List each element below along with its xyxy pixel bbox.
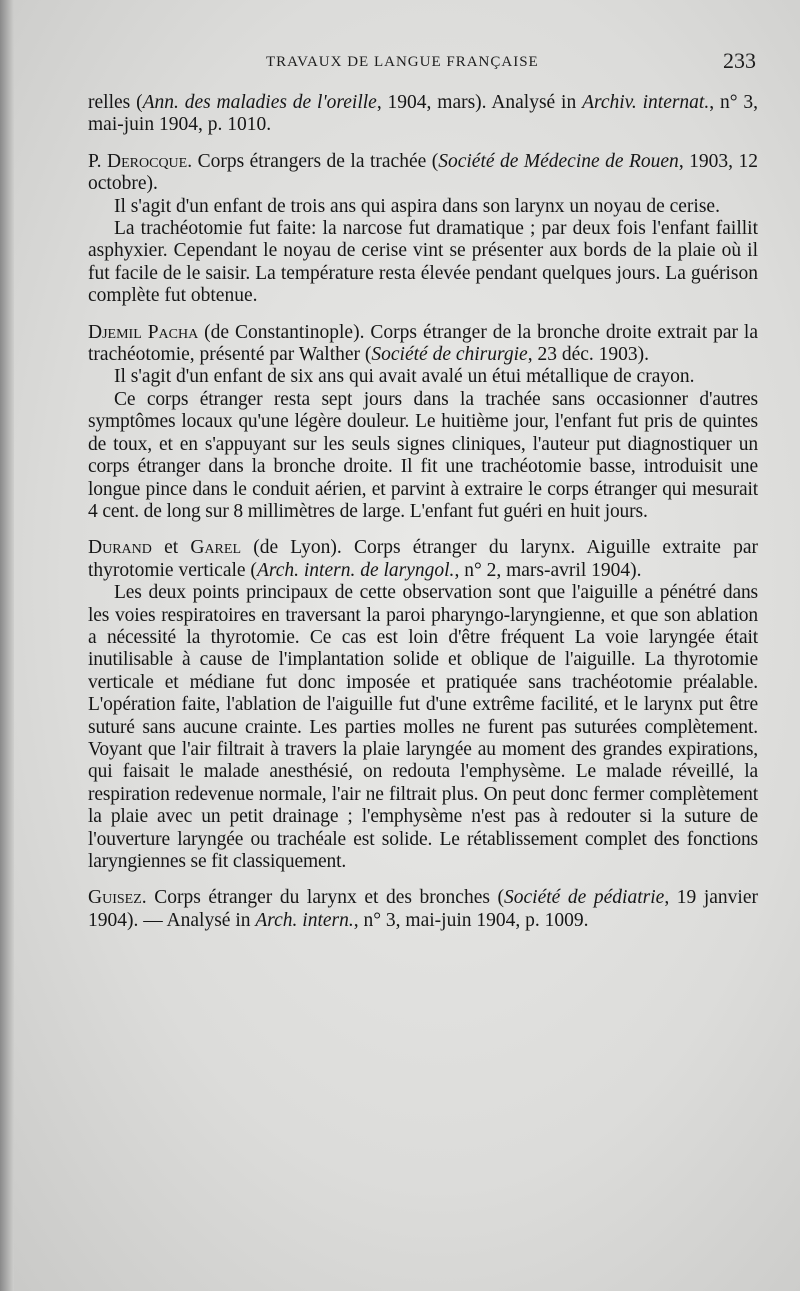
author-name: Durand <box>88 537 152 559</box>
paragraph: Il s'agit d'un enfant de trois ans qui aspira dans son larynx un noyau de cerise. <box>114 195 720 217</box>
paragraph: Les deux points principaux de cette observation sont que l'aiguille a pénétré dans les voies respiratoires en traversant la paroi pharyngo-laryngienne, et que son ablation a nécessité la thyrotomie. Ce cas est loin d'être fréquent La voie laryngée était inutilisable à cause de l'implantation solide et oblique de l'aiguille. La thyrotomie verticale et médiane fut donc imposée et pratiquée sans trachéotomie préalable. L'opération faite, l'ablation de l'aiguille fut d'une extrême facilité, et le larynx put être suturé sans aucune crainte. Les parties molles ne furent pas suturées complètement. Voyant que l'air filtrait à travers la plaie laryngée au moment des grandes expirations, qui faisait le malade anesthésié, on redouta l'emphysème. Le malade réveillé, la respiration redevenue normale, l'air ne filtrait plus. On peut donc fermer complètement la plaie avec un petit drainage ; l'emphysème n'est pas à redouter si la suture de l'ouverture laryngée ou trachéale est solide. Le rétablissement complet des fonctions laryngiennes se fit classiquement. <box>88 582 758 872</box>
paragraph: La trachéotomie fut faite: la narcose fut dramatique ; par deux fois l'enfant faillit asphyxier. Cependant le noyau de cerise vint se présenter aux bords de la plaie où il fut facile de le saisir. La température resta élevée pendant quelques jours. La guérison complète fut obtenue. <box>88 218 758 307</box>
paragraph-reference-continued: relles (Ann. des maladies de l'oreille, 1904, mars). Analysé in Archiv. internat., n° 3, mai-juin 1904, p. 1010. <box>88 92 758 136</box>
entry-derocque: P. Derocque. Corps étrangers de la trachée (Société de Médecine de Rouen, 1903, 12 octobre). <box>88 150 758 195</box>
body-text <box>88 92 758 932</box>
author-name: P. Derocque. <box>88 150 193 172</box>
page-header <box>88 48 760 78</box>
paragraph: Ce corps étranger resta sept jours dans la trachée sans occasionner d'autres symptômes locaux qu'une légère douleur. Le huitième jour, l'enfant fut pris de quintes de toux, et en s'appuyant sur les seuls signes cliniques, l'auteur put diagnostiquer un corps étranger dans la bronche droite. Il fit une trachéotomie basse, introduisit une longue pince dans le conduit aérien, et parvint à extraire le corps étranger qui mesurait 4 cent. de long sur 8 millimètres de large. L'enfant fut guéri en huit jours. <box>88 388 758 522</box>
entry-guisez: Guisez. Corps étranger du larynx et des bronches (Société de pédiatrie, 19 janvier 1904). — Analysé in Arch. intern., n° 3, mai-juin 1904, p. 1009. <box>88 887 758 931</box>
entry-durand-garel: Durand et Garel (de Lyon). Corps étranger du larynx. Aiguille extraite par thyrotomie verticale (Arch. intern. de laryngol., n° 2, mars-avril 1904). <box>88 537 758 581</box>
author-name: Djemil Pacha <box>88 321 199 343</box>
page-gutter-shadow <box>0 0 14 1291</box>
author-name: Guisez. <box>88 887 147 909</box>
entry-djemil-pacha: Djemil Pacha (de Constantinople). Corps étranger de la bronche droite extrait par la trachéotomie, présenté par Walther (Société de chirurgie, 23 déc. 1903). <box>88 321 758 366</box>
page-number: 233 <box>723 48 756 73</box>
paragraph: Il s'agit d'un enfant de six ans qui avait avalé un étui métallique de crayon. <box>114 366 695 388</box>
author-name: Garel <box>190 537 241 559</box>
running-title: TRAVAUX DE LANGUE FRANÇAISE <box>266 54 539 70</box>
